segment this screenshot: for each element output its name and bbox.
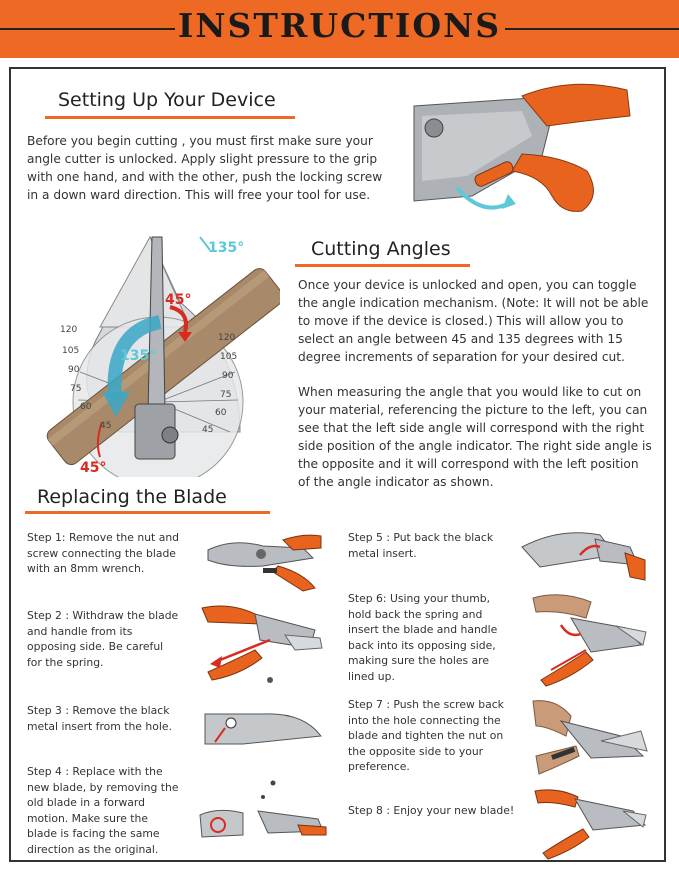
scale-right-60: 60 (215, 408, 227, 418)
cutting-underline (295, 264, 470, 267)
setup-text: Before you begin cutting , you must first make sure your angle cutter is unlocked. Apply slight pressure to the grip with one hand, and with the other, push the locking screw in a down ward direction. This will free your tool for use. (27, 134, 383, 202)
scale-left-75: 75 (70, 384, 82, 394)
step-6-text: Step 6: Using your thumb, hold back the spring and insert the blade and handle back into its opposing side, making sure the holes are lined up. (348, 592, 498, 683)
cutting-heading: Cutting Angles (311, 238, 451, 260)
step-3-image (203, 708, 323, 748)
header-banner (0, 0, 679, 58)
angle-label-135-center: 135° (120, 348, 157, 364)
step-2-image (200, 600, 325, 688)
setup-underline (45, 116, 295, 119)
lock-screw-image (412, 76, 634, 216)
step-2-text: Step 2 : Withdraw the blade and handle from its opposing side. Be careful for the spring. (27, 609, 179, 669)
step-7-text: Step 7 : Push the screw back into the hole connecting the blade and tighten the nut on the opposite side to your preference. (348, 698, 504, 773)
scale-left-120: 120 (60, 325, 78, 335)
step-4-image (198, 775, 328, 850)
scale-right-75: 75 (220, 390, 232, 400)
scale-right-105: 105 (220, 352, 238, 362)
step-5-image (520, 525, 648, 583)
step-1-image (203, 528, 323, 593)
page-title: INSTRUCTIONS (177, 6, 502, 45)
scale-left-105: 105 (62, 346, 80, 356)
step-8-text: Step 8 : Enjoy your new blade! (348, 804, 515, 817)
cutting-text-1: Once your device is unlocked and open, you can toggle the angle indication mechanism. (Note: It will not be able to move if the device is closed.) This will allow you to select an angle between 45 and 135 degrees with 15 degree increments of separation for your desired cut. (298, 278, 649, 364)
replacing-underline (25, 511, 270, 514)
step-8-image (533, 785, 648, 860)
cutting-text-2: When measuring the angle that you would like to cut on your material, referencing the picture to the left, you can see that the left side angle will correspond with the right side position of the angle indicator. The right side angle is the opposite and it will correspond with the left position of the angle indicator as shown. (298, 385, 652, 489)
scale-left-60: 60 (80, 402, 92, 412)
scale-right-90: 90 (222, 371, 234, 381)
step-7-image (531, 696, 649, 778)
angle-label-45-bottom: 45° (80, 460, 107, 476)
step-4-text: Step 4 : Replace with the new blade, by removing the old blade in a forward motion. Make sure the blade is facing the same direction as the original. (27, 765, 179, 856)
setup-heading: Setting Up Your Device (58, 89, 276, 111)
step-3-text: Step 3 : Remove the black metal insert from the hole. (27, 704, 172, 733)
step-5-text: Step 5 : Put back the black metal insert. (348, 531, 494, 560)
step-1-text: Step 1: Remove the nut and screw connecting the blade with an 8mm wrench. (27, 531, 180, 575)
scale-left-90: 90 (68, 365, 80, 375)
scale-right-45: 45 (202, 425, 214, 435)
scale-left-45: 45 (100, 421, 112, 431)
angle-label-135-top: 135° (208, 240, 245, 256)
replacing-heading: Replacing the Blade (37, 486, 227, 508)
scale-right-120: 120 (218, 333, 236, 343)
angle-indicator-diagram (40, 232, 280, 477)
step-6-image (531, 590, 649, 688)
angle-label-45-right: 45° (165, 292, 192, 308)
